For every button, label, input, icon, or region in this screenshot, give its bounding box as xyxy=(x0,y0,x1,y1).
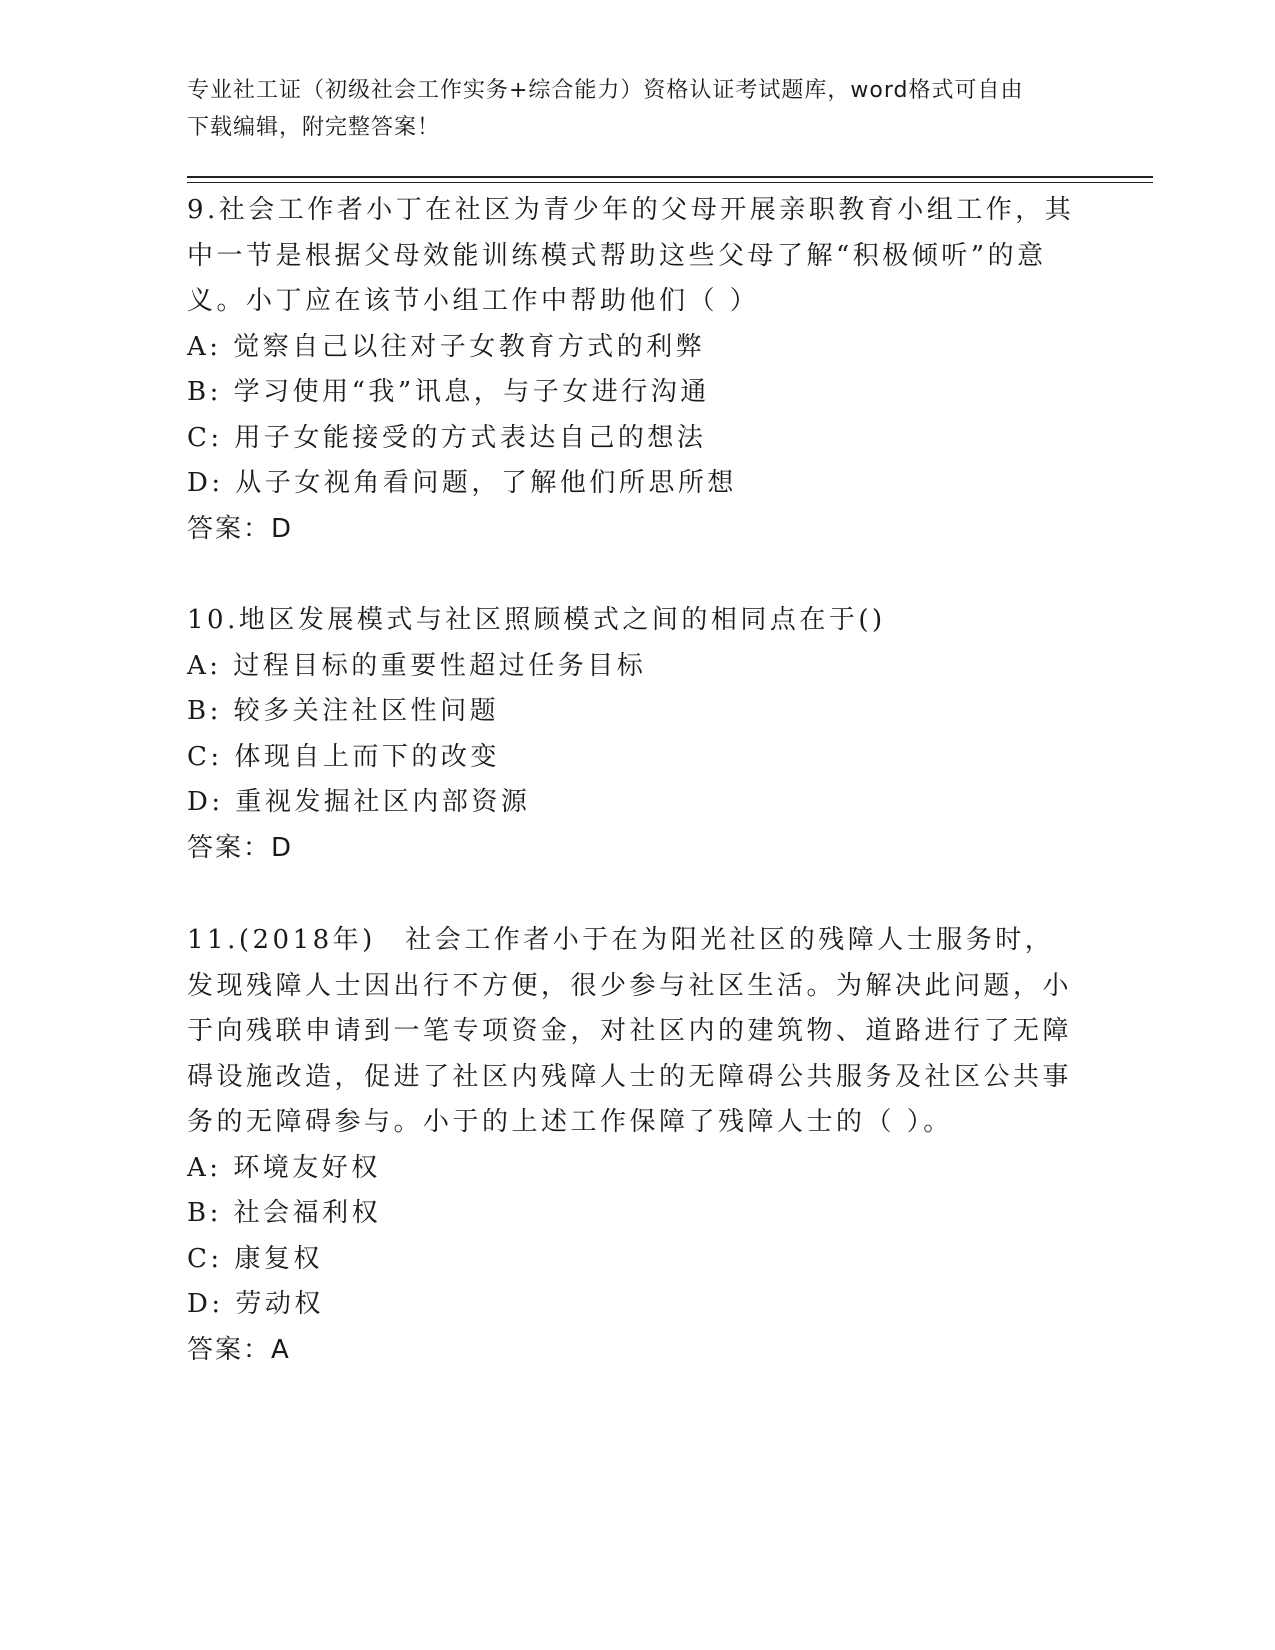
option-a: A: 觉察自己以往对子女教育方式的利弊 xyxy=(187,331,706,362)
question-stem: 10.地区发展模式与社区照顾模式之间的相同点在于() xyxy=(187,605,886,635)
question-10 xyxy=(187,598,1077,871)
option-a: A: 过程目标的重要性超过任务目标 xyxy=(187,650,647,681)
answer: 答案：A xyxy=(187,1334,291,1365)
option-d: D: 从子女视角看问题，了解他们所思所想 xyxy=(187,468,737,498)
option-d: D: 重视发掘社区内部资源 xyxy=(187,787,531,817)
document-header xyxy=(187,72,1087,146)
option-b: B: 学习使用“我”讯息，与子女进行沟通 xyxy=(187,377,710,407)
option-c: C: 用子女能接受的方式表达自己的想法 xyxy=(187,422,707,453)
question-stem: 11.(2018年) 社会工作者小于在为阳光社区的残障人士服务时，发现残障人士因出行不方便，很少参与社区生活。为解决此问题，小于向残联申请到一笔专项资金，对社区内的建筑物、道路进行了无障碍设施改造，促进了社区内残障人士的无障碍公共服务及社区公共事务的无障碍参与。小于的上述工作保障了残障人士的（ ）。 xyxy=(187,925,1073,1137)
answer: 答案：D xyxy=(187,832,294,863)
option-c: C: 康复权 xyxy=(187,1243,323,1274)
header-line-1: 专业社工证（初级社会工作实务+综合能力）资格认证考试题库，word格式可自由 xyxy=(187,78,1024,103)
question-stem: 9.社会工作者小丁在社区为青少年的父母开展亲职教育小组工作，其中一节是根据父母效能训练模式帮助这些父母了解“积极倾听”的意义。小丁应在该节小组工作中帮助他们（ ） xyxy=(187,195,1075,316)
header-line-2: 下载编辑，附完整答案！ xyxy=(187,115,441,140)
question-11 xyxy=(187,918,1077,1373)
option-a: A: 环境友好权 xyxy=(187,1152,381,1183)
option-c: C: 体现自上而下的改变 xyxy=(187,741,500,772)
option-b: B: 较多关注社区性问题 xyxy=(187,696,500,726)
header-divider-thick xyxy=(187,176,1153,178)
option-d: D: 劳动权 xyxy=(187,1289,324,1319)
option-b: B: 社会福利权 xyxy=(187,1198,382,1228)
question-9 xyxy=(187,188,1077,552)
header-divider-thin xyxy=(187,182,1153,183)
answer: 答案：D xyxy=(187,513,294,544)
